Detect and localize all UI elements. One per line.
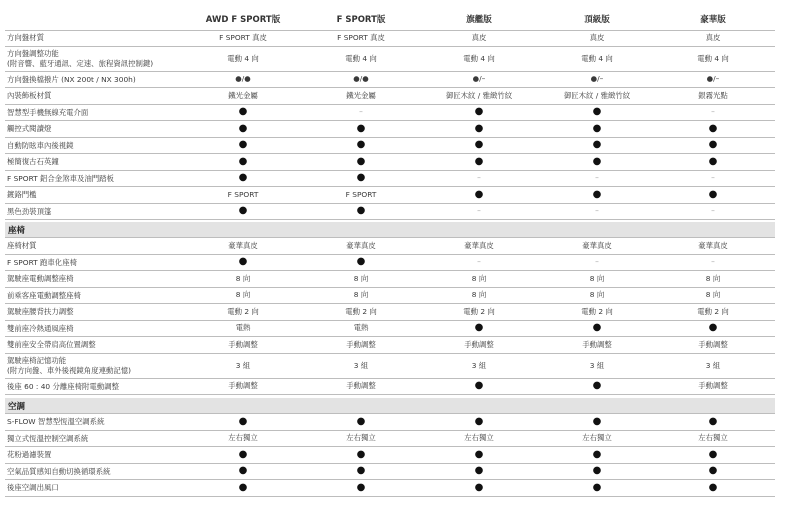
spec-cell: 8 向 — [589, 290, 605, 300]
column-header: 頂級版 — [584, 15, 610, 25]
spec-cell: 手動調整 — [582, 339, 612, 349]
spec-cell: – — [477, 257, 481, 267]
spec-cell: ● — [238, 465, 248, 477]
spec-cell: ●/● — [235, 74, 251, 84]
spec-cell: 電動 2 向 — [581, 306, 613, 316]
table-row — [5, 238, 775, 255]
row-label-text: 方向盤材質 — [7, 33, 44, 42]
spec-cell: ●/– — [590, 74, 604, 84]
row-label-text: 黑色劲裝頂篷 — [7, 206, 52, 216]
table-row — [5, 187, 775, 204]
spec-cell: 手動調整 — [464, 339, 494, 349]
spec-cell: 手動調整 — [346, 381, 376, 391]
spec-cell: – — [477, 173, 481, 183]
spec-cell: 8 向 — [705, 290, 721, 300]
spec-cell: 真皮 — [471, 32, 487, 42]
section-title: 座椅 — [8, 226, 26, 236]
spec-cell: ● — [474, 465, 484, 477]
table-row — [5, 105, 775, 122]
spec-cell: ● — [708, 122, 718, 134]
spec-cell: 鐵光金屬 — [228, 90, 258, 100]
column-header: AWD F SPORT版 — [205, 15, 281, 25]
spec-cell: 電動 4 向 — [697, 53, 729, 63]
spec-cell: ●/– — [706, 74, 720, 84]
table-row — [5, 464, 775, 481]
spec-cell: ● — [592, 188, 602, 200]
spec-cell: 真皮 — [705, 32, 721, 42]
spec-cell: ● — [356, 256, 366, 268]
spec-cell: ● — [592, 155, 602, 167]
section-title: 空調 — [8, 402, 26, 412]
spec-cell: F SPORT — [345, 189, 377, 199]
spec-cell: ● — [592, 380, 602, 392]
row-label-text: F SPORT 跑車化座椅 — [7, 257, 77, 267]
spec-cell: 真皮 — [589, 32, 605, 42]
spec-cell: ● — [474, 380, 484, 392]
row-label-text: 後座 60 : 40 分離座椅附電動調整 — [7, 381, 119, 391]
spec-cell: – — [711, 173, 715, 183]
spec-cell: ● — [356, 415, 366, 427]
spec-cell: – — [595, 173, 599, 183]
table-row — [5, 337, 775, 354]
row-label-text: 空氣品質感知自動切換循環系統 — [7, 466, 111, 476]
row-label-text: 前乘客座電動調整座椅 — [7, 290, 81, 300]
table-row — [5, 121, 775, 138]
row-label-text: 花粉過濾裝置 — [7, 450, 52, 459]
spec-cell: 8 向 — [471, 290, 487, 300]
spec-cell: ● — [592, 122, 602, 134]
spec-cell: 御匠木紋 / 雅緻竹紋 — [563, 90, 631, 100]
spec-cell: 電動 4 向 — [227, 53, 259, 63]
spec-cell: ● — [474, 481, 484, 493]
spec-cell: ● — [708, 139, 718, 151]
spec-cell: ● — [708, 481, 718, 493]
spec-cell: 左右獨立 — [346, 433, 376, 443]
spec-cell: ● — [708, 155, 718, 167]
spec-cell: 3 組 — [705, 360, 721, 370]
spec-cell: ● — [592, 106, 602, 118]
column-header-row — [0, 13, 800, 27]
section-header — [5, 222, 775, 238]
table-row — [5, 431, 775, 448]
spec-cell: ● — [474, 448, 484, 460]
row-label-text: 內裝飾板材質 — [7, 91, 52, 100]
spec-cell: – — [359, 107, 363, 117]
table-row — [5, 379, 775, 396]
spec-cell: 8 向 — [353, 290, 369, 300]
column-header: 旗艦版 — [466, 15, 492, 25]
spec-cell: ● — [708, 448, 718, 460]
spec-cell: 電動 4 向 — [345, 53, 377, 63]
spec-cell: 8 向 — [235, 290, 251, 300]
spec-cell: F SPORT — [227, 189, 259, 199]
table-row — [5, 288, 775, 305]
spec-cell: ● — [474, 415, 484, 427]
spec-cell: ● — [708, 322, 718, 334]
spec-cell: 電熱 — [235, 323, 251, 333]
spec-cell: ● — [238, 448, 248, 460]
spec-cell: 左右獨立 — [698, 433, 728, 443]
table-row — [5, 47, 775, 72]
spec-cell: 鐵光金屬 — [346, 90, 376, 100]
spec-cell: ● — [708, 188, 718, 200]
spec-cell: 電動 4 向 — [581, 53, 613, 63]
spec-cell: 豪華真皮 — [346, 240, 376, 250]
spec-cell: F SPORT 真皮 — [337, 32, 385, 42]
spec-cell: ●/– — [472, 74, 486, 84]
spec-cell: ● — [356, 448, 366, 460]
spec-cell: ● — [356, 465, 366, 477]
row-label-subtext: (附音響、藍牙通訊、定速、旅程資訊控制鍵) — [7, 58, 154, 68]
spec-cell: ● — [708, 465, 718, 477]
section-header — [5, 398, 775, 414]
spec-cell: 電動 2 向 — [345, 306, 377, 316]
spec-cell: 手動調整 — [228, 339, 258, 349]
table-row — [5, 30, 775, 47]
spec-cell: 豪華真皮 — [228, 240, 258, 250]
spec-cell: – — [477, 206, 481, 216]
table-row — [5, 354, 775, 379]
spec-cell: ● — [356, 205, 366, 217]
spec-cell: 3 組 — [589, 360, 605, 370]
spec-cell: ● — [238, 122, 248, 134]
table-row — [5, 271, 775, 288]
spec-cell: ● — [238, 155, 248, 167]
row-label-text: 極簡復古石英鐘 — [7, 157, 59, 166]
table-row — [5, 171, 775, 188]
table-row — [5, 154, 775, 171]
spec-cell: ● — [356, 481, 366, 493]
spec-cell: ● — [238, 139, 248, 151]
spec-cell: ● — [474, 322, 484, 334]
spec-cell: – — [711, 257, 715, 267]
spec-cell: ● — [356, 155, 366, 167]
spec-cell: ● — [592, 322, 602, 334]
spec-cell: ● — [592, 481, 602, 493]
row-label-text: 方向盤調整功能 — [7, 48, 59, 58]
spec-cell: – — [711, 206, 715, 216]
spec-cell: 8 向 — [353, 273, 369, 283]
row-label-text: 駕駛座腰背扶力調整 — [7, 307, 74, 316]
spec-cell: ● — [238, 172, 248, 184]
column-header: 豪華版 — [700, 15, 726, 25]
table-row — [5, 480, 775, 497]
spec-cell: 電動 2 向 — [463, 306, 495, 316]
spec-cell: ● — [592, 465, 602, 477]
row-label-text: 雙前座安全帶肩高位置調整 — [7, 340, 96, 349]
row-label-text: 觸控式閱讀燈 — [7, 124, 52, 133]
spec-cell: 左右獨立 — [464, 433, 494, 443]
spec-cell: 電動 2 向 — [697, 306, 729, 316]
spec-cell: 3 組 — [471, 360, 487, 370]
row-label-text: 智慧型手機無線充電介面 — [7, 107, 89, 117]
spec-cell: ● — [474, 106, 484, 118]
table-row — [5, 72, 775, 89]
table-row — [5, 255, 775, 272]
spec-cell: ● — [238, 205, 248, 217]
spec-cell: ● — [474, 155, 484, 167]
spec-cell: ● — [474, 122, 484, 134]
row-label-text: 方向盤換檔撥片 (NX 200t / NX 300h) — [7, 74, 136, 84]
spec-cell: ● — [238, 256, 248, 268]
spec-cell: ● — [238, 106, 248, 118]
row-label-text: 鍍鉻門檻 — [7, 190, 37, 199]
spec-cell: ● — [708, 415, 718, 427]
spec-cell: 3 組 — [235, 360, 251, 370]
table-row — [5, 414, 775, 431]
spec-cell: ● — [592, 448, 602, 460]
spec-cell: ● — [356, 172, 366, 184]
row-label-text: 駕駛座椅記憶功能 — [7, 355, 67, 365]
table-row — [5, 204, 775, 221]
table-row — [5, 447, 775, 464]
row-label-text: 後座空調出風口 — [7, 483, 59, 492]
spec-cell: 8 向 — [235, 273, 251, 283]
spec-cell: ● — [356, 122, 366, 134]
spec-cell: 8 向 — [589, 273, 605, 283]
spec-cell: 左右獨立 — [582, 433, 612, 443]
spec-cell: ● — [474, 139, 484, 151]
spec-cell: 豪華真皮 — [698, 240, 728, 250]
spec-cell: ●/● — [353, 74, 369, 84]
row-label-text: 座椅材質 — [7, 241, 37, 250]
spec-cell: 手動調整 — [346, 339, 376, 349]
table-row — [5, 321, 775, 338]
row-label-text: 自動防眩車內後視鏡 — [7, 140, 74, 150]
spec-cell: 8 向 — [471, 273, 487, 283]
row-label-text: F SPORT 鋁合金煞車及油門踏板 — [7, 173, 114, 183]
spec-cell: 左右獨立 — [228, 433, 258, 443]
table-row — [5, 138, 775, 155]
spec-cell: F SPORT 真皮 — [219, 32, 267, 42]
spec-cell: ● — [238, 481, 248, 493]
spec-cell: 電動 4 向 — [463, 53, 495, 63]
spec-cell: – — [595, 206, 599, 216]
table-row — [5, 304, 775, 321]
spec-cell: 3 組 — [353, 360, 369, 370]
spec-cell: 手動調整 — [228, 381, 258, 391]
spec-cell: 電熱 — [353, 323, 369, 333]
row-label-text: S-FLOW 智慧型恆溫空調系統 — [7, 417, 105, 426]
spec-cell: 手動調整 — [698, 381, 728, 391]
spec-cell: 御匠木紋 / 雅緻竹紋 — [445, 90, 513, 100]
spec-cell: ● — [356, 139, 366, 151]
spec-cell: ● — [238, 415, 248, 427]
row-label-text: 駕駛座電動調整座椅 — [7, 274, 74, 283]
column-header: F SPORT版 — [336, 15, 386, 25]
spec-cell: 手動調整 — [698, 339, 728, 349]
spec-cell: ● — [474, 188, 484, 200]
spec-cell: 豪華真皮 — [464, 240, 494, 250]
spec-cell: ● — [592, 139, 602, 151]
table-row — [5, 88, 775, 105]
row-label-subtext: (附方向盤、車外後視鏡角度連動記憶) — [7, 365, 132, 375]
spec-cell: 豪華真皮 — [582, 240, 612, 250]
row-label-text: 獨立式恆溫控制空調系統 — [7, 433, 89, 443]
spec-cell: ● — [592, 415, 602, 427]
spec-cell: – — [595, 257, 599, 267]
spec-cell: 電動 2 向 — [227, 306, 259, 316]
spec-cell: 8 向 — [705, 273, 721, 283]
spec-cell: 銀霧光點 — [698, 90, 728, 100]
spec-cell: – — [711, 107, 715, 117]
row-label-text: 雙前座冷熱通風座椅 — [7, 323, 74, 333]
